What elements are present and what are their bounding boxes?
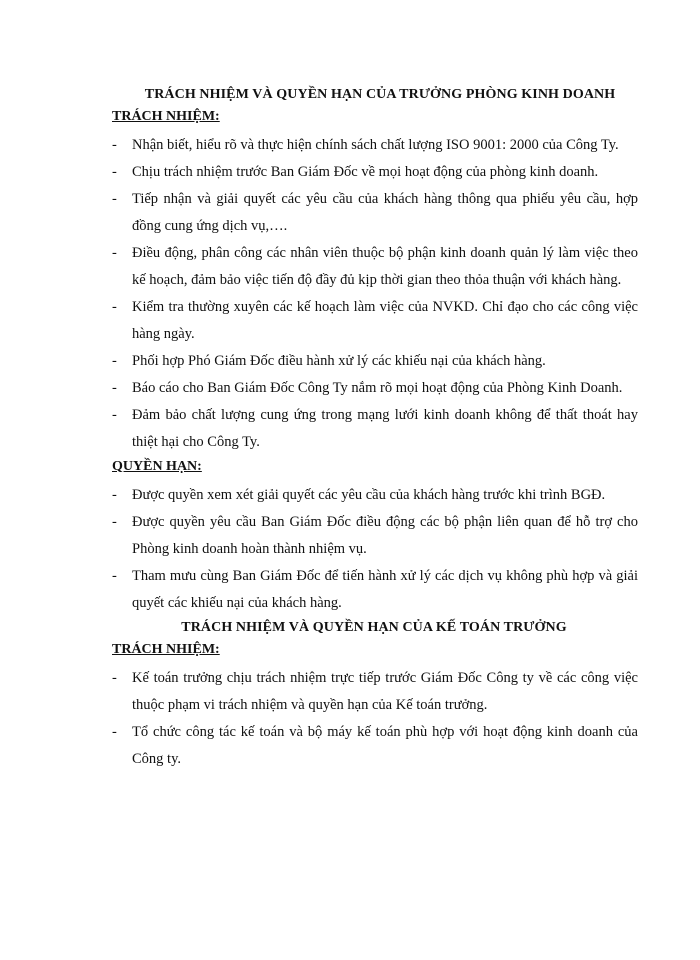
bullet-dash: - [112, 670, 117, 686]
list-item-text: Đảm bảo chất lượng cung ứng trong mạng lưới kinh doanh không để thất thoát hay thiệt hại cho Công Ty. [132, 407, 638, 450]
list-item [112, 294, 638, 348]
list-item-text: Kế toán trưởng chịu trách nhiệm trực tiếp trước Giám Đốc Công ty về các công việc thuộc phạm vi trách nhiệm và quyền hạn của Kế toán trưởng. [132, 670, 638, 713]
bullet-dash: - [112, 137, 117, 153]
list-item-text: Tổ chức công tác kế toán và bộ máy kế toán phù hợp với hoạt động kinh doanh của Công ty. [132, 724, 638, 767]
list-item-text: Tham mưu cùng Ban Giám Đốc để tiến hành xử lý các dịch vụ không phù hợp và giải quyết các khiếu nại của khách hàng. [132, 568, 638, 611]
list-item [112, 665, 638, 719]
list-item [112, 375, 638, 402]
list-item [112, 348, 638, 375]
sales-rights-list [112, 482, 638, 617]
list-item-text: Nhận biết, hiểu rõ và thực hiện chính sách chất lượng ISO 9001: 2000 của Công Ty. [132, 137, 619, 153]
bullet-dash: - [112, 245, 117, 261]
list-item-text: Chịu trách nhiệm trước Ban Giám Đốc về mọi hoạt động của phòng kinh doanh. [132, 164, 599, 180]
list-item-text: Phối hợp Phó Giám Đốc điều hành xử lý các khiếu nại của khách hàng. [132, 353, 546, 369]
responsibilities-heading: TRÁCH NHIỆM: [112, 109, 220, 124]
bullet-dash: - [112, 514, 117, 530]
list-item-text: Được quyền xem xét giải quyết các yêu cầu của khách hàng trước khi trình BGĐ. [132, 487, 606, 503]
bullet-dash: - [112, 164, 117, 180]
list-item [112, 509, 638, 563]
bullet-dash: - [112, 299, 117, 315]
list-item [112, 159, 638, 186]
bullet-dash: - [112, 191, 117, 207]
responsibilities-heading: TRÁCH NHIỆM: [112, 642, 220, 657]
bullet-dash: - [112, 407, 117, 423]
accountant-responsibilities-list [112, 665, 638, 773]
section-title-chief-accountant: TRÁCH NHIỆM VÀ QUYỀN HẠN CỦA KẾ TOÁN TRƯỞNG [181, 620, 567, 635]
section-title-sales-manager: TRÁCH NHIỆM VÀ QUYỀN HẠN CỦA TRƯỞNG PHÒNG KINH DOANH [144, 87, 616, 102]
list-item [112, 482, 638, 509]
list-item-text: Được quyền yêu cầu Ban Giám Đốc điều động các bộ phận liên quan để hỗ trợ cho Phòng kinh doanh hoàn thành nhiệm vụ. [132, 514, 638, 557]
list-item [112, 719, 638, 773]
list-item-text: Báo cáo cho Ban Giám Đốc Công Ty nắm rõ mọi hoạt động của Phòng Kinh Doanh. [132, 380, 623, 396]
bullet-dash: - [112, 724, 117, 740]
list-item [112, 132, 638, 159]
sales-responsibilities-list [112, 132, 638, 456]
rights-heading: QUYỀN HẠN: [112, 459, 202, 474]
bullet-dash: - [112, 568, 117, 584]
bullet-dash: - [112, 487, 117, 503]
bullet-dash: - [112, 380, 117, 396]
list-item [112, 240, 638, 294]
list-item-text: Tiếp nhận và giải quyết các yêu cầu của khách hàng thông qua phiếu yêu cầu, hợp đồng cung ứng dịch vụ,…. [132, 191, 638, 234]
list-item-text: Kiểm tra thường xuyên các kế hoạch làm việc của NVKD. Chỉ đạo cho các công việc hàng ngày. [132, 299, 638, 342]
list-item [112, 186, 638, 240]
bullet-dash: - [112, 353, 117, 369]
list-item [112, 563, 638, 617]
list-item [112, 402, 638, 456]
list-item-text: Điều động, phân công các nhân viên thuộc bộ phận kinh doanh quản lý làm việc theo kế hoạch, đảm bảo việc tiến độ đầy đủ kịp thời gian theo thỏa thuận với khách hàng. [132, 245, 638, 288]
